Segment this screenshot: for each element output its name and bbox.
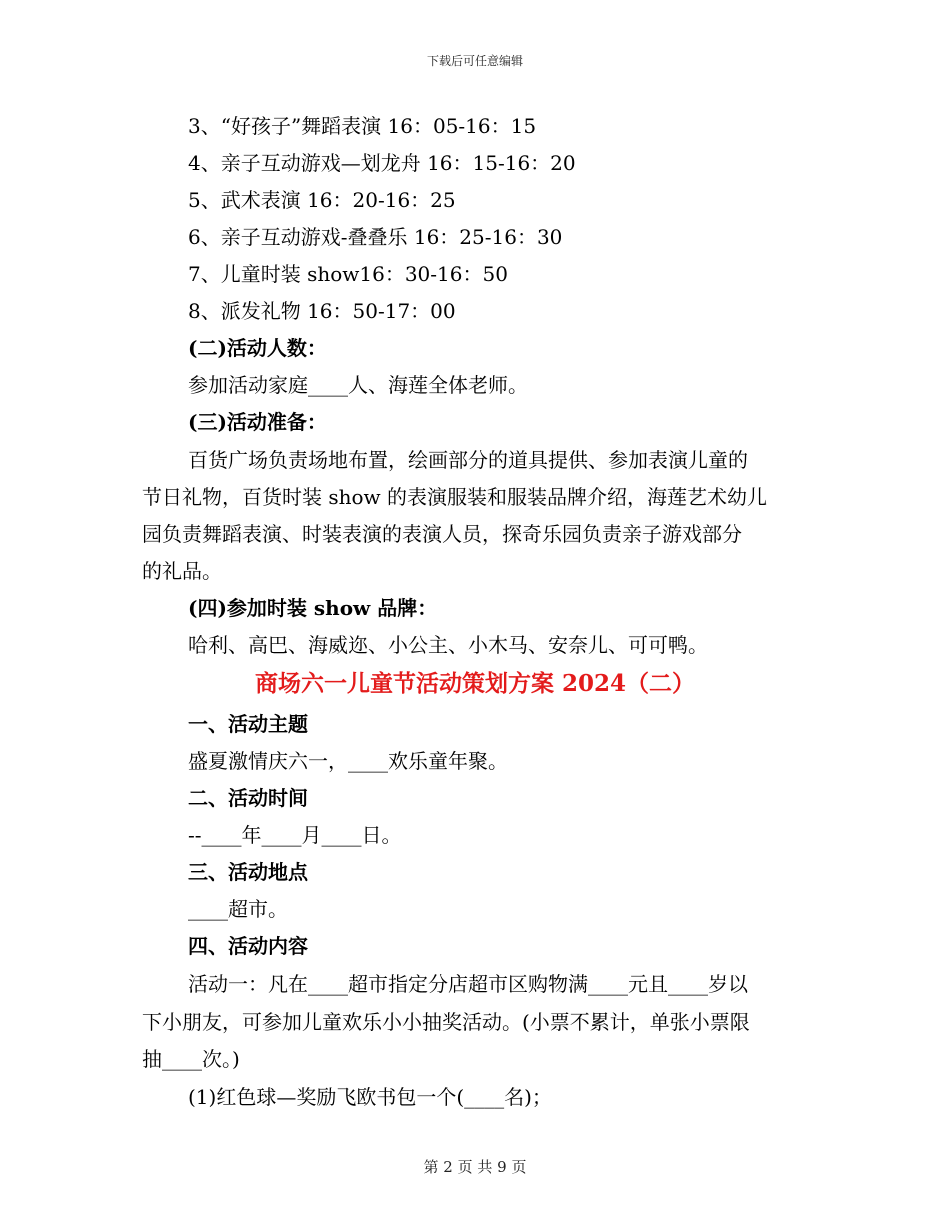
- section-heading-participants: (二)活动人数：: [188, 336, 327, 360]
- schedule-item-3: 3、“好孩子”舞蹈表演 16：05-16：15: [188, 114, 537, 138]
- section-heading-preparation: (三)活动准备：: [188, 410, 327, 434]
- page-footer: 第 2 页 共 9 页: [423, 1158, 527, 1176]
- schedule-item-8: 8、派发礼物 16：50-17：00: [188, 299, 456, 323]
- page-header: 下载后可任意编辑: [426, 54, 523, 68]
- paragraph-preparation-line-4: 的礼品。: [142, 559, 222, 583]
- heading-location: 三、活动地点: [188, 860, 308, 884]
- schedule-item-4: 4、亲子互动游戏—划龙舟 16：15-16：20: [188, 151, 576, 175]
- paragraph-brands: 哈利、高巴、海威迩、小公主、小木马、安奈儿、可可鸭。: [188, 633, 708, 657]
- paragraph-preparation-line-2: 节日礼物，百货时装 show 的表演服装和服装品牌介绍，海莲艺术幼儿: [142, 485, 768, 509]
- schedule-item-7: 7、儿童时装 show16：30-16：50: [188, 262, 508, 286]
- paragraph-time: --____年____月____日。: [188, 823, 402, 847]
- paragraph-theme: 盛夏激情庆六一，____欢乐童年聚。: [188, 749, 508, 773]
- paragraph-activity-line-3: 抽____次。): [142, 1047, 240, 1071]
- heading-content: 四、活动内容: [188, 934, 308, 958]
- schedule-item-5: 5、武术表演 16：20-16：25: [188, 188, 456, 212]
- document-title: 商场六一儿童节活动策划方案 2024（二）: [254, 670, 696, 697]
- paragraph-preparation-line-1: 百货广场负责场地布置，绘画部分的道具提供、参加表演儿童的: [188, 448, 748, 472]
- prize-item-red-ball: (1)红色球—奖励飞欧书包一个(____名)；: [188, 1085, 552, 1109]
- paragraph-activity-line-2: 下小朋友，可参加儿童欢乐小小抽奖活动。(小票不累计，单张小票限: [142, 1010, 750, 1034]
- schedule-item-6: 6、亲子互动游戏-叠叠乐 16：25-16：30: [188, 225, 563, 249]
- paragraph-participants: 参加活动家庭____人、海莲全体老师。: [188, 373, 528, 397]
- heading-theme: 一、活动主题: [188, 712, 308, 736]
- heading-time: 二、活动时间: [188, 786, 308, 810]
- paragraph-activity-line-1: 活动一：凡在____超市指定分店超市区购物满____元且____岁以: [188, 972, 748, 996]
- paragraph-preparation-line-3: 园负责舞蹈表演、时装表演的表演人员，探奇乐园负责亲子游戏部分: [142, 522, 742, 546]
- section-heading-brands: (四)参加时装 show 品牌：: [188, 596, 438, 620]
- paragraph-location: ____超市。: [188, 897, 288, 921]
